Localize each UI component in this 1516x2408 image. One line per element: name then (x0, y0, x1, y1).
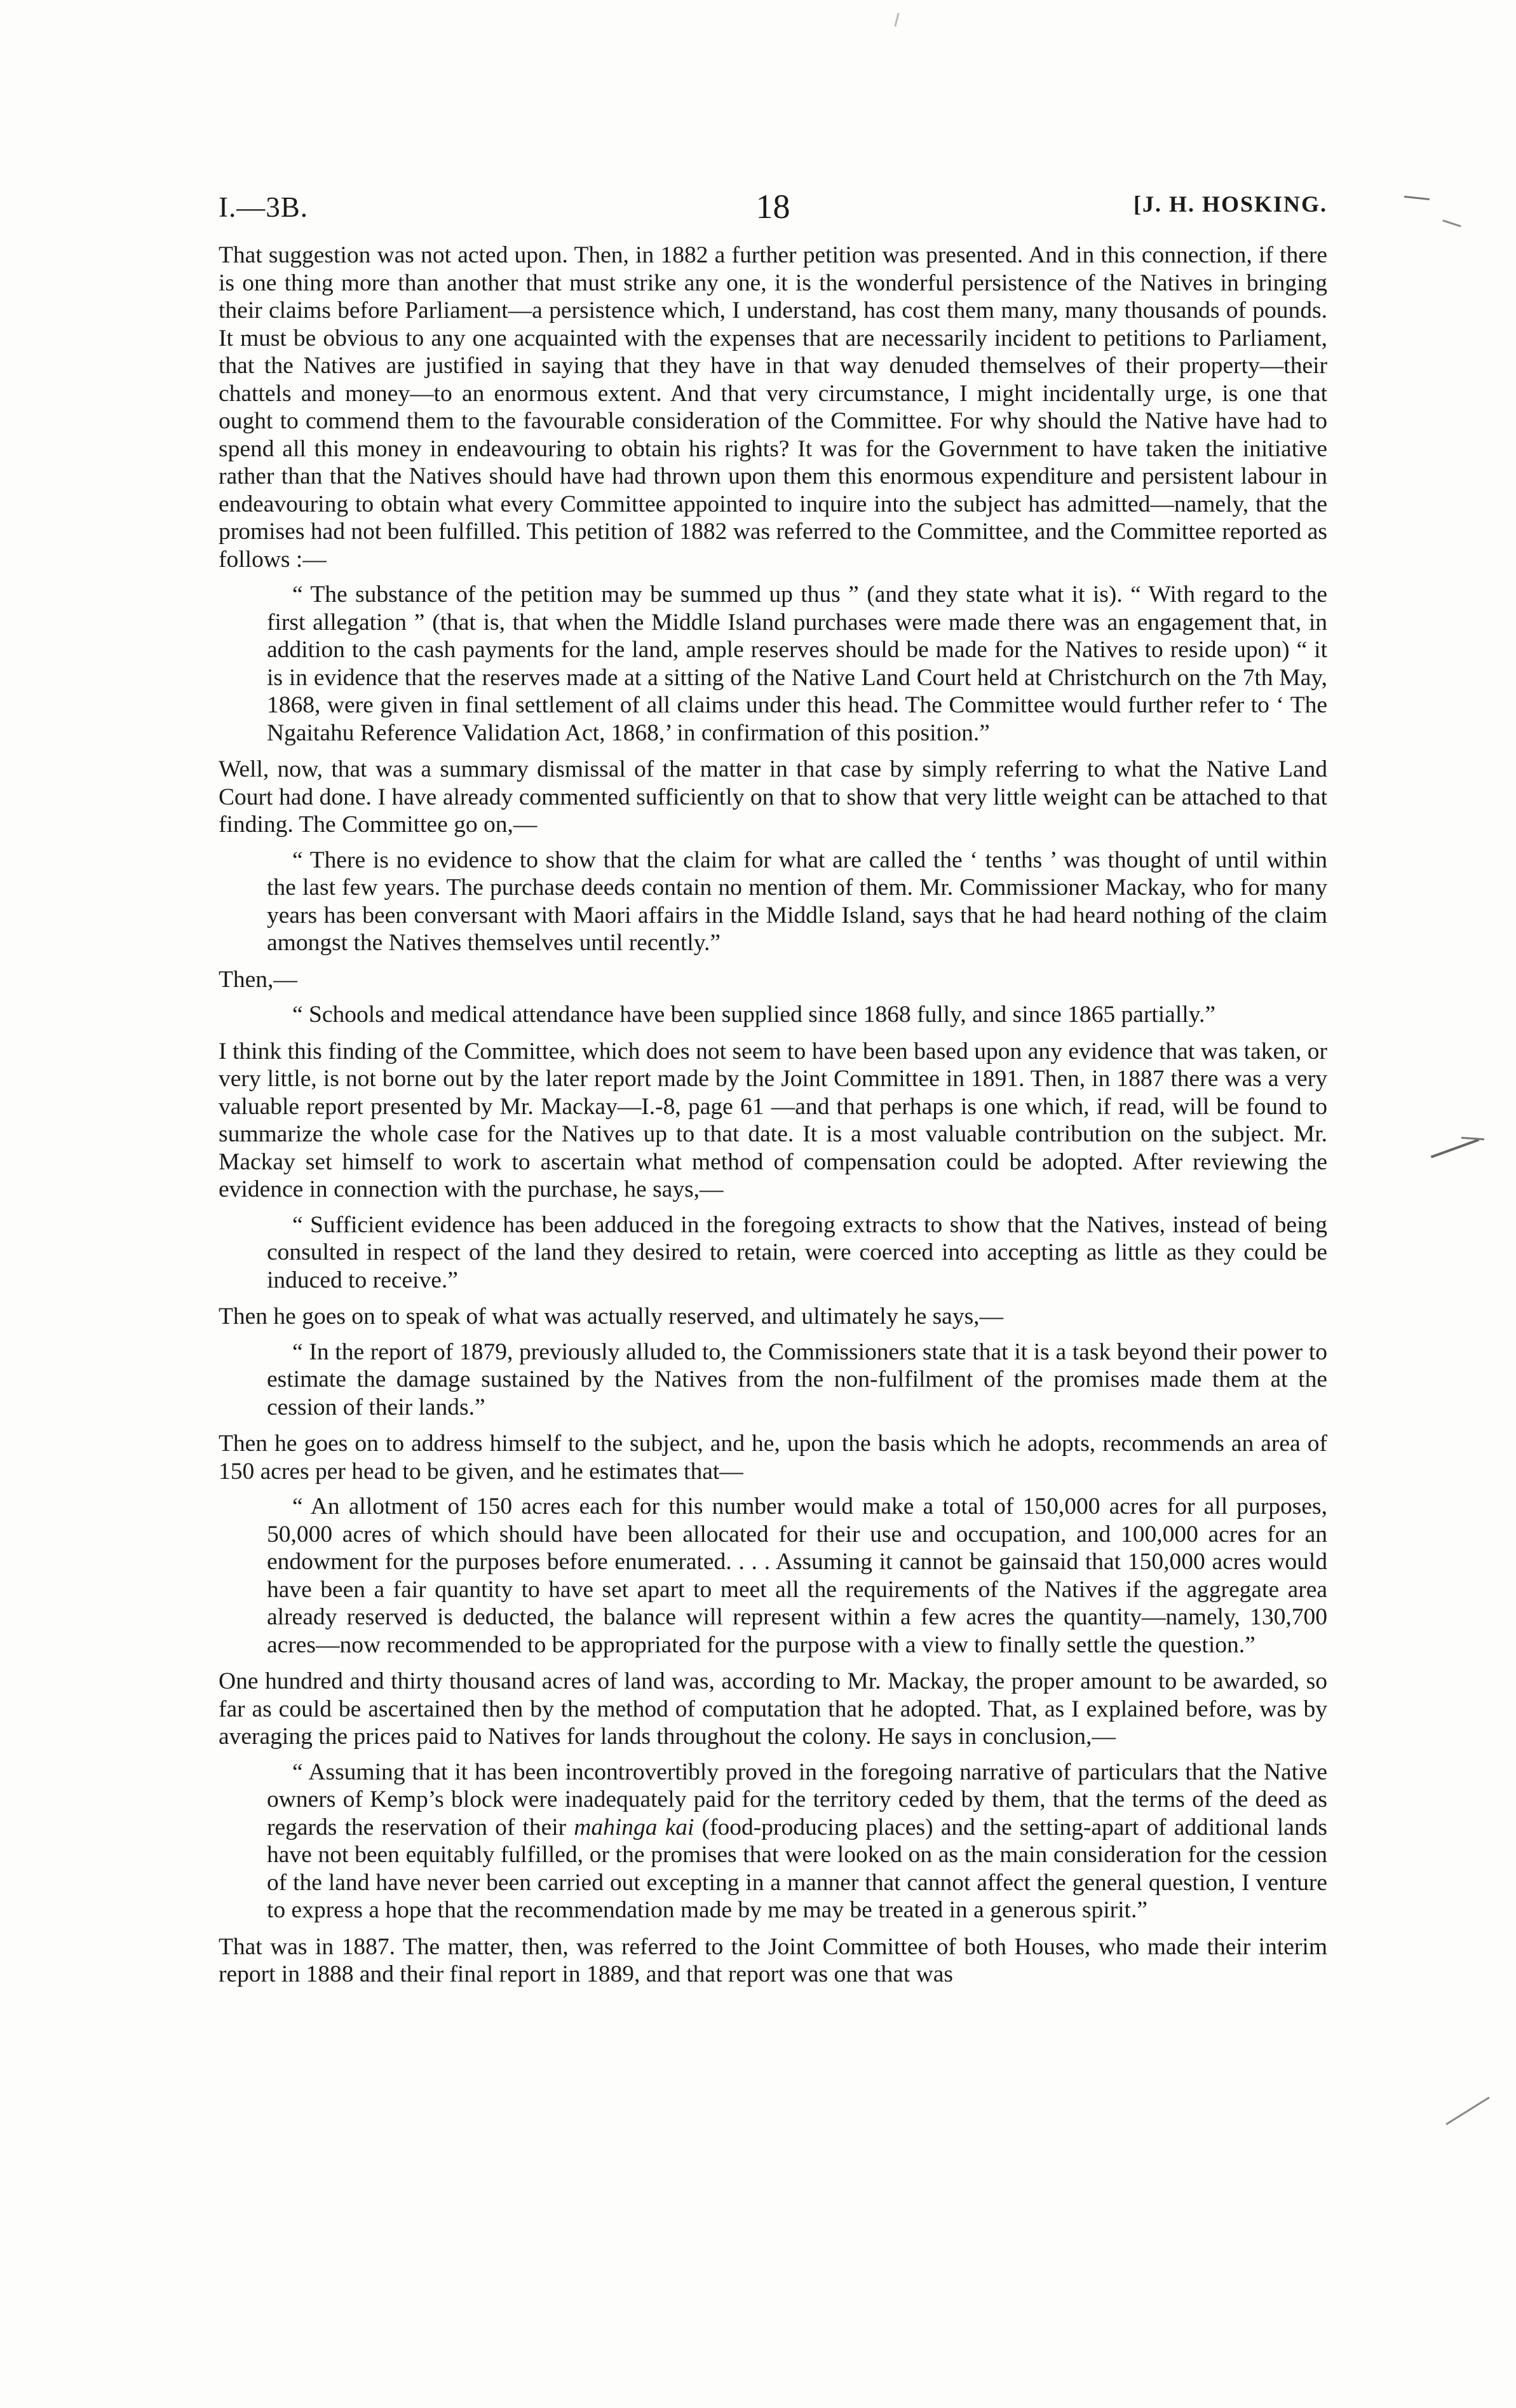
body-paragraph: I think this finding of the Committee, which does not seem to have been based upon any evidence that was taken, or very little, is not borne out by the later report made by the Joint Committee in 1891. Then, in 1887 there was a very valuable report presented by Mr. Mackay—I.-8, page 61 —and that perhaps is one which, if read, will be found to summarize the whole case for the Natives up to that date. It is a most valuable contribution on the subject. Mr. Mackay set himself to work to ascertain what method of compensation could be adopted. After reviewing the evidence in connection with the purchase, he says,— (219, 1038, 1327, 1202)
body-paragraph: One hundred and thirty thousand acres of land was, according to Mr. Mackay, the proper amount to be awarded, so far as could be ascertained then by the method of computation that he adopted. That, as I explained before, was by averaging the prices paid to Natives for lands throughout the colony. He says in conclusion,— (219, 1668, 1327, 1750)
speaker-name: [J. H. HOSKING. (1133, 191, 1327, 217)
quoted-paragraph: “ There is no evidence to show that the claim for what are called the ‘ tenths ’ was thought of until within the last few years. The purchase deeds contain no mention of them. Mr. Commissioner Mackay, who for many years has been conversant with Maori affairs in the Middle Island, says that he had heard nothing of the claim amongst the Natives themselves until recently.” (267, 847, 1327, 956)
quoted-paragraph: “ In the report of 1879, previously alluded to, the Commissioners state that it is a task beyond their power to estimate the damage sustained by the Natives from the non-fulfilment of the promises made them at the cession of their lands.” (267, 1338, 1327, 1420)
body-paragraph: That was in 1887. The matter, then, was referred to the Joint Committee of both Houses, who made their interim report in 1888 and their final report in 1889, and that report was one that was (219, 1933, 1327, 1987)
page-header (219, 187, 1327, 241)
body-paragraph: That suggestion was not acted upon. Then, in 1882 a further petition was presented. And in this connection, if there is one thing more than another that must strike any one, it is the wonderful persistence of the Natives in bringing their claims before Parliament—a persistence which, I understand, has cost them many, many thousands of pounds. It must be obvious to any one acquainted with the expenses that are necessarily incident to petitions to Parliament, that the Natives are justified in saying that they have in that way denuded themselves of their property—their chattels and money—to an enormous extent. And that very circumstance, I might incidentally urge, is one that ought to commend them to the favourable consideration of the Committee. For why should the Native have had to spend all this money in endeavouring to obtain his rights? It was for the Government to have taken the initiative rather than that the Natives should have had thrown upon them this enormous expenditure and persistent labour in endeavouring to obtain what every Committee appointed to inquire into the subject has admitted—namely, that the promises had not been fulfilled. This petition of 1882 was referred to the Committee, and the Committee reported as follows :— (219, 242, 1327, 573)
page-number: 18 (755, 187, 790, 226)
margin-pencil-mark (1445, 2097, 1489, 2125)
quoted-paragraph: “ An allotment of 150 acres each for this number would make a total of 150,000 acres for all purposes, 50,000 acres of which should have been allocated for their use and occupation, and 100,000 acres for an endowment for the purposes before enumerated. . . . Assuming it cannot be gainsaid that 150,000 acres would have been a fair quantity to have set apart to meet all the requirements of the Natives if the aggregate area already reserved is deducted, the balance will represent within a few acres the quantity—namely, 130,700 acres—now recommended to be appropriated for the purpose with a view to finally settle the question.” (267, 1493, 1327, 1658)
quoted-paragraph: “ The substance of the petition may be summed up thus ” (and they state what it is). “ With regard to the first allegation ” (that is, that when the Middle Island purchases were made there was an engagement that, in addition to the cash payments for the land, ample reserves should be made for the Natives to reside upon) “ it is in evidence that the reserves made at a sitting of the Native Land Court held at Christchurch on the 7th May, 1868, were given in final settlement of all claims under this head. The Committee would further refer to ‘ The Ngaitahu Reference Validation Act, 1868,’ in confirmation of this position.” (267, 582, 1327, 746)
margin-pencil-mark (1431, 1138, 1480, 1158)
body-paragraph: Then he goes on to speak of what was actually reserved, and ultimately he says,— (219, 1303, 1004, 1330)
quoted-paragraph (267, 1758, 1327, 1924)
maori-term: mahinga kai (574, 1814, 694, 1840)
scan-speck (894, 13, 899, 27)
body-paragraph: Well, now, that was a summary dismissal of the matter in that case by simply referring to what the Native Land Court had done. I have already commented sufficiently on that to show that very little weight can be attached to that finding. The Committee go on,— (219, 756, 1327, 838)
paper-reference: I.—3B. (219, 191, 308, 223)
quote-text-part: “ Assuming that it has been incontrovertibly proved in the foregoing narrative of particulars that the Native owners of Kemp’s block were inadequately paid for the territory ceded by them, that the terms of the deed as regards the reservation of their (267, 1758, 1327, 1840)
margin-pencil-mark (1442, 219, 1461, 227)
document-body (219, 241, 1327, 1989)
margin-pencil-mark (1404, 196, 1430, 200)
quoted-paragraph: “ Sufficient evidence has been adduced in the foregoing extracts to show that the Natives, instead of being consulted in respect of the land they desired to retain, were coerced into accepting as little as they could be induced to receive.” (267, 1211, 1327, 1293)
body-paragraph: Then,— (219, 966, 297, 993)
quote-text-part: (food-producing places) and the setting-apart of additional lands have not been equitably fulfilled, or the promises that were looked on as the main consideration for the cession of the land have never been carried out excepting in a manner that cannot affect the general question, I venture to express a hope that the recommendation made by me may be treated in a generous spirit.” (267, 1814, 1327, 1923)
quoted-paragraph: “ Schools and medical attendance have been supplied since 1868 fully, and since 1865 partially.” (292, 1002, 1215, 1028)
body-paragraph: Then he goes on to address himself to the subject, and he, upon the basis which he adopts, recommends an area of 150 acres per head to be given, and he estimates that— (219, 1431, 1327, 1485)
